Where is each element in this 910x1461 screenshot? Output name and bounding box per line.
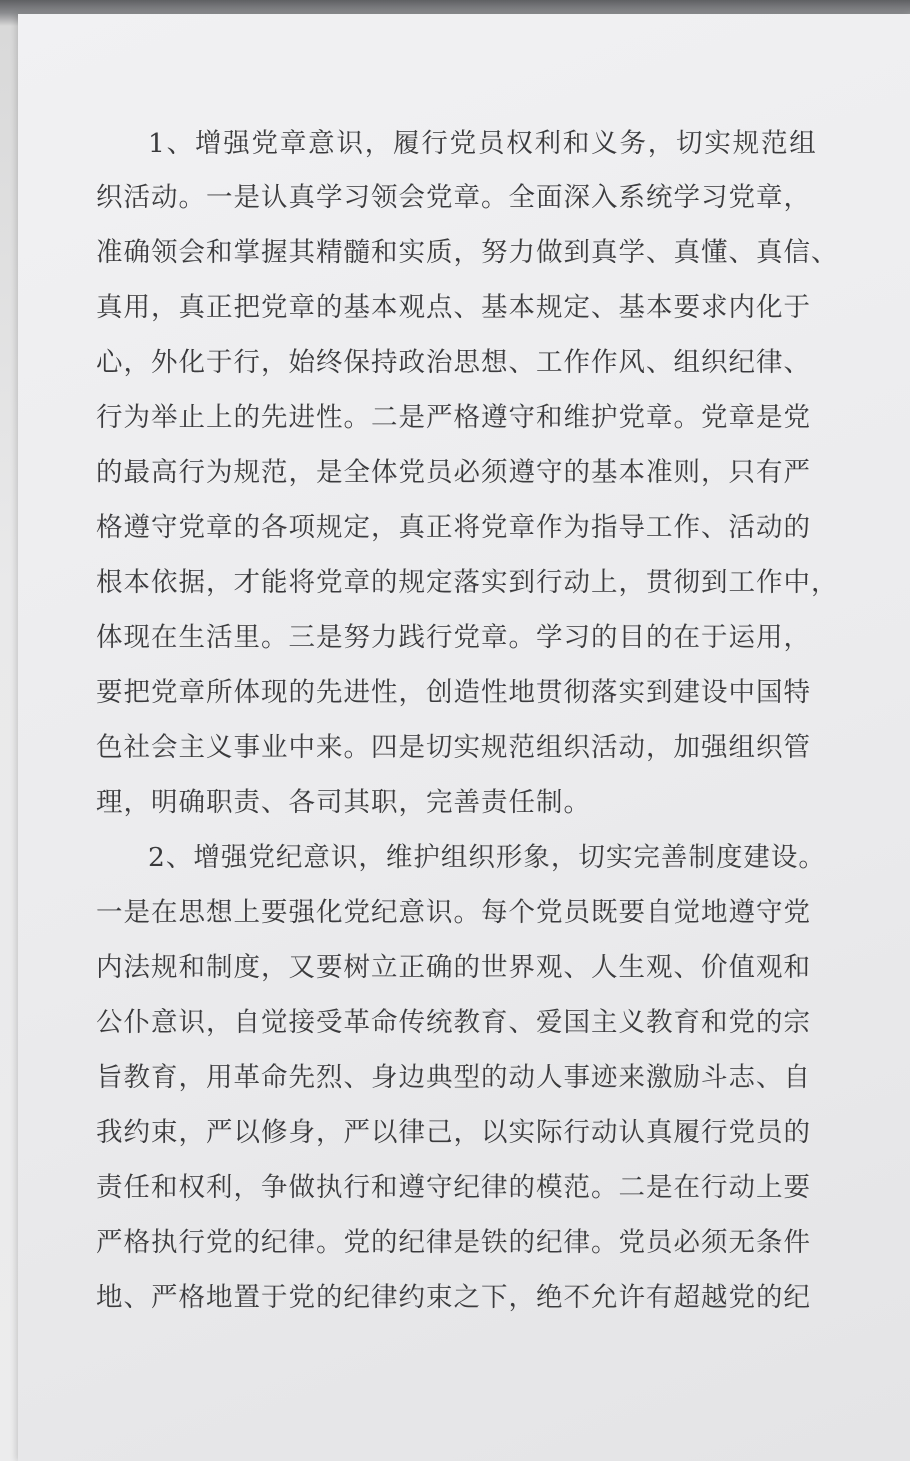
- text-line: 格遵守党章的各项规定，真正将党章作为指导工作、活动的: [96, 512, 811, 543]
- text-line: 一是在思想上要强化党纪意识。每个党员既要自觉地遵守党: [96, 897, 811, 928]
- text-line: 公仆意识，自觉接受革命传统教育、爱国主义教育和党的宗: [96, 1007, 811, 1038]
- text-line: 我约束，严以修身，严以律己，以实际行动认真履行党员的: [96, 1117, 811, 1148]
- text-line: 要把党章所体现的先进性，创造性地贯彻落实到建设中国特: [96, 677, 811, 708]
- text-line: 准确领会和掌握其精髓和实质，努力做到真学、真懂、真信、: [96, 237, 839, 268]
- document-page: [18, 14, 910, 1461]
- text-line: 地、严格地置于党的纪律约束之下，绝不允许有超越党的纪: [96, 1282, 811, 1313]
- text-line: 根本依据，才能将党章的规定落实到行动上，贯彻到工作中，: [96, 567, 839, 598]
- text-line: 内法规和制度，又要树立正确的世界观、人生观、价值观和: [96, 952, 811, 983]
- text-line: 责任和权利，争做执行和遵守纪律的模范。二是在行动上要: [96, 1172, 811, 1203]
- text-line: 织活动。一是认真学习领会党章。全面深入系统学习党章，: [96, 182, 811, 213]
- text-line: 理，明确职责、各司其职，完善责任制。: [96, 787, 591, 818]
- text-line: 色社会主义事业中来。四是切实规范组织活动，加强组织管: [96, 732, 811, 763]
- text-line: 心，外化于行，始终保持政治思想、工作作风、组织纪律、: [96, 347, 811, 378]
- text-line: 1、增强党章意识，履行党员权利和义务，切实规范组: [148, 128, 818, 159]
- text-line: 真用，真正把党章的基本观点、基本规定、基本要求内化于: [96, 292, 811, 323]
- text-line: 行为举止上的先进性。二是严格遵守和维护党章。党章是党: [96, 402, 811, 433]
- text-line: 严格执行党的纪律。党的纪律是铁的纪律。党员必须无条件: [96, 1227, 811, 1258]
- text-line: 2、增强党纪意识，维护组织形象，切实完善制度建设。: [148, 842, 826, 873]
- text-line: 体现在生活里。三是努力践行党章。学习的目的在于运用，: [96, 622, 811, 653]
- text-line: 的最高行为规范，是全体党员必须遵守的基本准则，只有严: [96, 457, 811, 488]
- text-line: 旨教育，用革命先烈、身边典型的动人事迹来激励斗志、自: [96, 1062, 811, 1093]
